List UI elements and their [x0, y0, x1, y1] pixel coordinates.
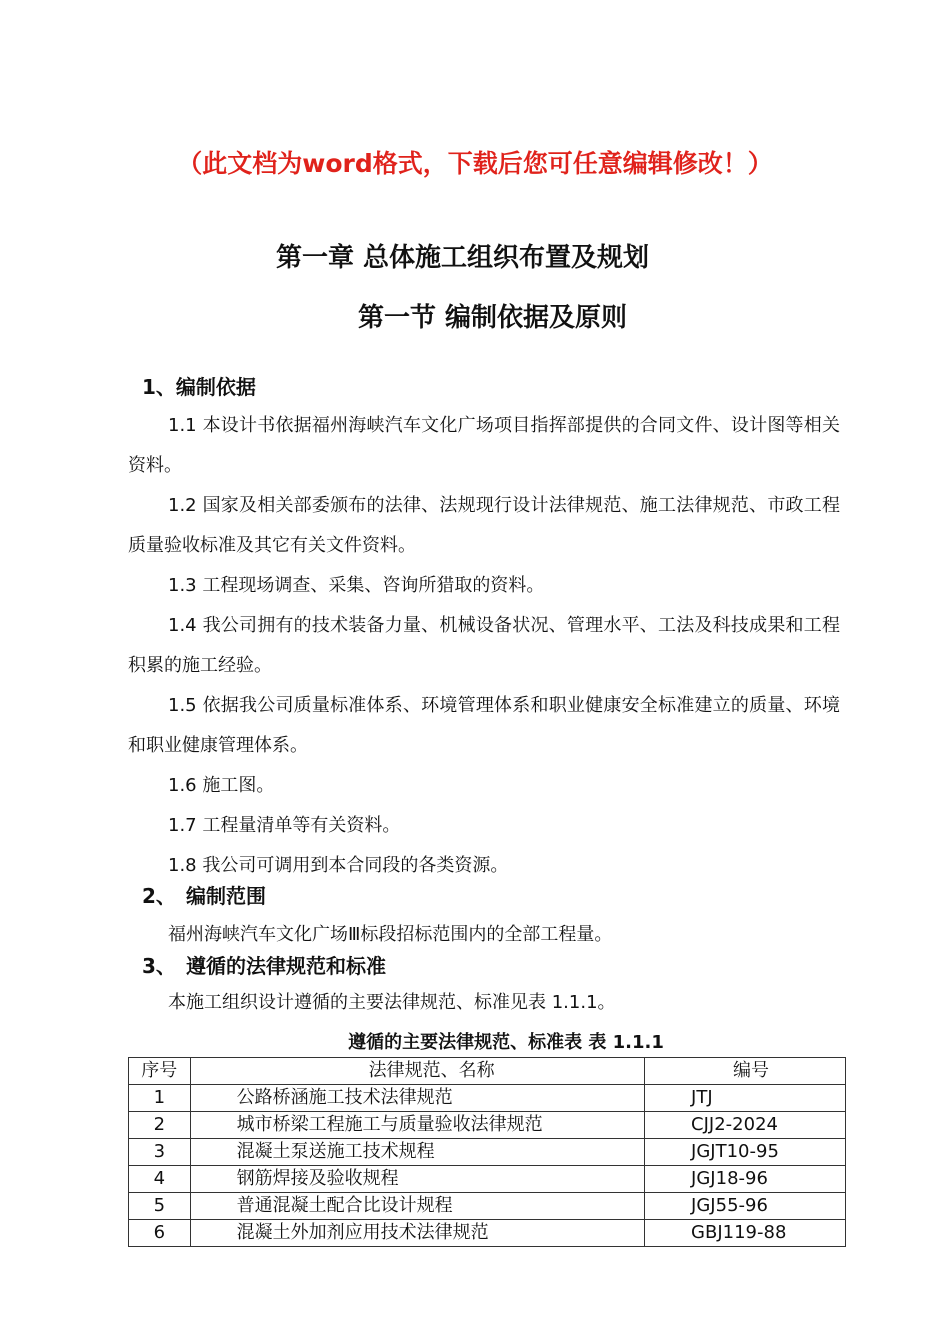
basis-item-3: 1.3 工程现场调查、采集、咨询所猎取的资料。 [168, 575, 545, 596]
heading-text: 编制范围 [186, 884, 266, 908]
row-name: 钢筋焊接及验收规程 [190, 1166, 644, 1193]
row-name: 混凝土泵送施工技术规程 [190, 1139, 644, 1166]
table-row [129, 1193, 846, 1220]
heading-text: 遵循的法律规范和标准 [186, 954, 386, 978]
heading-basis [142, 372, 256, 402]
row-index: 6 [129, 1220, 191, 1247]
basis-item-8: 1.8 我公司可调用到本合同段的各类资源。 [168, 855, 509, 876]
table-row [129, 1139, 846, 1166]
heading-number: 3、 [142, 954, 176, 978]
row-code: JGJT10-95 [645, 1139, 846, 1166]
header-index: 序号 [129, 1058, 191, 1085]
row-code: JTJ [645, 1085, 846, 1112]
row-index: 3 [129, 1139, 191, 1166]
table-row [129, 1166, 846, 1193]
row-name: 混凝土外加剂应用技术法律规范 [190, 1220, 644, 1247]
row-name: 公路桥涵施工技术法律规范 [190, 1085, 644, 1112]
format-notice: （此文档为word格式，下载后您可任意编辑修改！） [177, 149, 773, 178]
table-row [129, 1085, 846, 1112]
header-name: 法律规范、名称 [190, 1058, 644, 1085]
chapter-title: 第一章 总体施工组织布置及规划 [275, 243, 650, 273]
heading-text: 编制依据 [175, 375, 256, 399]
row-index: 5 [129, 1193, 191, 1220]
row-index: 4 [129, 1166, 191, 1193]
row-name: 普通混凝土配合比设计规程 [190, 1193, 644, 1220]
basis-item-7: 1.7 工程量清单等有关资料。 [168, 815, 401, 836]
row-code: GBJ119-88 [645, 1220, 846, 1247]
row-code: CJJ2-2024 [645, 1112, 846, 1139]
header-code: 编号 [645, 1058, 846, 1085]
row-index: 1 [129, 1085, 191, 1112]
standards-intro: 本施工组织设计遵循的主要法律规范、标准见表 1.1.1。 [168, 992, 616, 1013]
heading-standards [142, 951, 386, 981]
standards-table [128, 1057, 846, 1247]
row-name: 城市桥梁工程施工与质量验收法律规范 [190, 1112, 644, 1139]
row-code: JGJ18-96 [645, 1166, 846, 1193]
basis-item-6: 1.6 施工图。 [168, 775, 275, 796]
basis-item-5: 1.5 依据我公司质量标准体系、环境管理体系和职业健康安全标准建立的质量、环境和职业健康管理体系。 [128, 695, 840, 756]
basis-item-2: 1.2 国家及相关部委颁布的法律、法规现行设计法律规范、施工法律规范、市政工程质量验收标准及其它有关文件资料。 [128, 495, 840, 556]
table-header-row [129, 1058, 846, 1085]
row-code: JGJ55-96 [645, 1193, 846, 1220]
row-index: 2 [129, 1112, 191, 1139]
heading-number: 1、 [142, 375, 176, 399]
basis-item-1: 1.1 本设计书依据福州海峡汽车文化广场项目指挥部提供的合同文件、设计图等相关资料。 [128, 415, 840, 476]
table-row [129, 1112, 846, 1139]
heading-number: 2、 [142, 884, 176, 908]
table-row [129, 1220, 846, 1247]
basis-item-4: 1.4 我公司拥有的技术装备力量、机械设备状况、管理水平、工法及科技成果和工程积累的施工经验。 [128, 615, 840, 676]
section-title: 第一节 编制依据及原则 [357, 303, 628, 333]
heading-scope [142, 881, 266, 911]
scope-text: 福州海峡汽车文化广场Ⅲ标段招标范围内的全部工程量。 [168, 924, 613, 945]
table-caption: 遵循的主要法律规范、标准表 表 1.1.1 [348, 1032, 664, 1053]
